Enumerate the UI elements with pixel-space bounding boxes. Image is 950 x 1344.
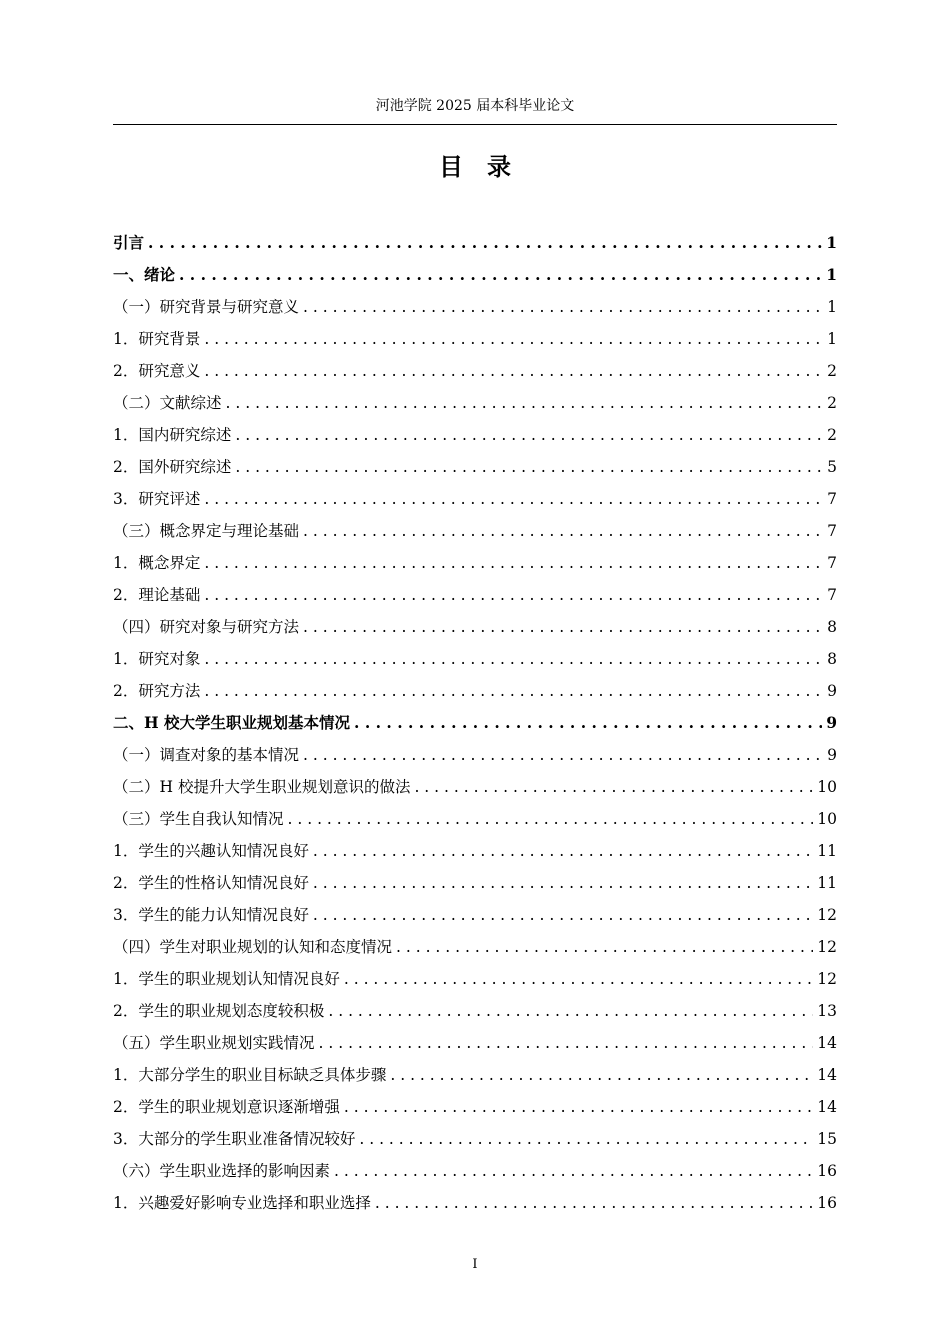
toc-entry-page: 10	[817, 810, 837, 828]
toc-entry-label: 1．兴趣爱好影响专业选择和职业选择	[113, 1194, 371, 1212]
toc-entry-page: 16	[817, 1194, 837, 1212]
toc-entry[interactable]	[113, 835, 837, 867]
toc-entry[interactable]	[113, 1059, 837, 1091]
toc-dot-leader	[375, 1187, 813, 1219]
toc-dot-leader	[179, 259, 822, 291]
toc-entry-page: 14	[817, 1034, 837, 1052]
page-number: I	[472, 1257, 478, 1272]
toc-entry-page: 9	[827, 746, 837, 764]
toc-entry[interactable]	[113, 259, 837, 291]
toc-entry-label: 2．研究意义	[113, 362, 201, 380]
toc-entry-label: （一）调查对象的基本情况	[113, 746, 300, 764]
toc-entry[interactable]	[113, 515, 837, 547]
toc-entry-label: （三）学生自我认知情况	[113, 810, 284, 828]
toc-dot-leader	[319, 1027, 814, 1059]
toc-entry-page: 14	[817, 1066, 837, 1084]
toc-entry-page: 1	[826, 265, 837, 284]
toc-entry[interactable]	[113, 675, 837, 707]
toc-entry-page: 14	[817, 1098, 837, 1116]
toc-entry-page: 2	[827, 426, 837, 444]
toc-entry[interactable]	[113, 387, 837, 419]
toc-dot-leader	[344, 963, 813, 995]
toc-entry-label: 2．学生的职业规划态度较积极	[113, 1002, 325, 1020]
toc-entry-label: （三）概念界定与理论基础	[113, 522, 300, 540]
toc-entry-label: 1．概念界定	[113, 554, 201, 572]
toc-entry-label: （五）学生职业规划实践情况	[113, 1034, 315, 1052]
toc-entry[interactable]	[113, 1027, 837, 1059]
toc-entry-page: 12	[817, 970, 837, 988]
toc-dot-leader	[414, 771, 813, 803]
toc-entry[interactable]	[113, 867, 837, 899]
toc-entry-page: 7	[827, 586, 837, 604]
toc-entry-page: 16	[817, 1162, 837, 1180]
toc-entry[interactable]	[113, 771, 837, 803]
toc-dot-leader	[204, 675, 823, 707]
toc-entry[interactable]	[113, 739, 837, 771]
toc-dot-leader	[235, 451, 823, 483]
toc-entry-label: 3．学生的能力认知情况良好	[113, 906, 309, 924]
toc-entry[interactable]	[113, 579, 837, 611]
toc-entry-label: （二）文献综述	[113, 394, 222, 412]
toc-entry-label: 3．研究评述	[113, 490, 201, 508]
toc-entry-label: 1．研究背景	[113, 330, 201, 348]
toc-dot-leader	[204, 355, 823, 387]
toc-entry-page: 9	[826, 713, 837, 732]
toc-dot-leader	[204, 643, 823, 675]
toc-dot-leader	[359, 1123, 813, 1155]
toc-dot-leader	[390, 1059, 813, 1091]
toc-entry-label: 1．研究对象	[113, 650, 201, 668]
toc-entry[interactable]	[113, 323, 837, 355]
toc-entry-label: 2．理论基础	[113, 586, 201, 604]
toc-entry-page: 12	[817, 906, 837, 924]
toc-entry[interactable]	[113, 611, 837, 643]
toc-entry-label: 1．学生的职业规划认知情况良好	[113, 970, 340, 988]
toc-entry-label: 引言	[113, 233, 145, 252]
toc-dot-leader	[334, 1155, 813, 1187]
toc-entry[interactable]	[113, 419, 837, 451]
toc-entry-page: 8	[827, 618, 837, 636]
toc-entry-page: 2	[827, 394, 837, 412]
toc-dot-leader	[204, 323, 823, 355]
toc-dot-leader	[288, 803, 814, 835]
running-header: 河池学院 2025 届本科毕业论文	[375, 98, 575, 114]
page-title: 目录	[439, 153, 535, 181]
toc-entry-label: 1．大部分学生的职业目标缺乏具体步骤	[113, 1066, 387, 1084]
toc-entry[interactable]	[113, 707, 837, 739]
toc-dot-leader	[313, 867, 813, 899]
toc-entry-label: （四）研究对象与研究方法	[113, 618, 300, 636]
toc-entry-page: 7	[827, 490, 837, 508]
toc-entry-label: 2．研究方法	[113, 682, 201, 700]
toc-entry-page: 2	[827, 362, 837, 380]
toc-entry[interactable]	[113, 643, 837, 675]
toc-entry-page: 13	[817, 1002, 837, 1020]
toc-entry-page: 9	[827, 682, 837, 700]
toc-entry[interactable]	[113, 227, 837, 259]
toc-dot-leader	[226, 387, 824, 419]
toc-dot-leader	[204, 579, 823, 611]
toc-entry-page: 5	[827, 458, 837, 476]
toc-entry-label: 1．国内研究综述	[113, 426, 232, 444]
toc-entry-page: 7	[827, 554, 837, 572]
toc-entry-page: 1	[827, 330, 837, 348]
toc-entry-label: 3．大部分的学生职业准备情况较好	[113, 1130, 356, 1148]
toc-dot-leader	[303, 611, 823, 643]
toc-entry[interactable]	[113, 1123, 837, 1155]
toc-entry-label: （六）学生职业选择的影响因素	[113, 1162, 331, 1180]
toc-dot-leader	[313, 899, 813, 931]
toc-entry-label: 2．学生的职业规划意识逐渐增强	[113, 1098, 340, 1116]
toc-entry-label: （二）H 校提升大学生职业规划意识的做法	[113, 778, 411, 796]
toc-dot-leader	[354, 707, 822, 739]
toc-entry[interactable]	[113, 995, 837, 1027]
toc-entry-page: 11	[817, 842, 837, 860]
toc-entry[interactable]	[113, 1187, 837, 1219]
toc-entry-page: 1	[827, 298, 837, 316]
toc-entry-page: 12	[817, 938, 837, 956]
toc-dot-leader	[396, 931, 813, 963]
toc-dot-leader	[313, 835, 813, 867]
toc-entry[interactable]	[113, 483, 837, 515]
toc-entry-page: 10	[817, 778, 837, 796]
toc-entry-page: 8	[827, 650, 837, 668]
header-rule	[113, 124, 837, 125]
toc-entry[interactable]	[113, 547, 837, 579]
toc-dot-leader	[344, 1091, 813, 1123]
toc-entry[interactable]	[113, 963, 837, 995]
toc-dot-leader	[303, 515, 823, 547]
toc-dot-leader	[303, 739, 823, 771]
toc-entry-label: 二、H 校大学生职业规划基本情况	[113, 713, 351, 732]
toc-entry-label: 2．学生的性格认知情况良好	[113, 874, 309, 892]
toc-entry[interactable]	[113, 451, 837, 483]
toc-dot-leader	[148, 227, 822, 259]
toc-entry-page: 15	[817, 1130, 837, 1148]
toc-entry-label: 2．国外研究综述	[113, 458, 232, 476]
toc-entry[interactable]	[113, 931, 837, 963]
toc-entry-label: 1．学生的兴趣认知情况良好	[113, 842, 309, 860]
toc-dot-leader	[328, 995, 813, 1027]
toc-entry[interactable]	[113, 803, 837, 835]
toc-dot-leader	[204, 547, 823, 579]
toc-entry-page: 7	[827, 522, 837, 540]
toc-entry-label: 一、绪论	[113, 265, 176, 284]
toc-entry-page: 1	[826, 233, 837, 252]
toc-entry-label: （四）学生对职业规划的认知和态度情况	[113, 938, 393, 956]
toc-dot-leader	[204, 483, 823, 515]
toc-dot-leader	[235, 419, 823, 451]
table-of-contents	[113, 227, 837, 1219]
toc-entry[interactable]	[113, 899, 837, 931]
toc-entry[interactable]	[113, 355, 837, 387]
toc-entry-page: 11	[817, 874, 837, 892]
toc-entry[interactable]	[113, 1091, 837, 1123]
toc-entry[interactable]	[113, 291, 837, 323]
toc-entry[interactable]	[113, 1155, 837, 1187]
toc-entry-label: （一）研究背景与研究意义	[113, 298, 300, 316]
toc-dot-leader	[303, 291, 823, 323]
